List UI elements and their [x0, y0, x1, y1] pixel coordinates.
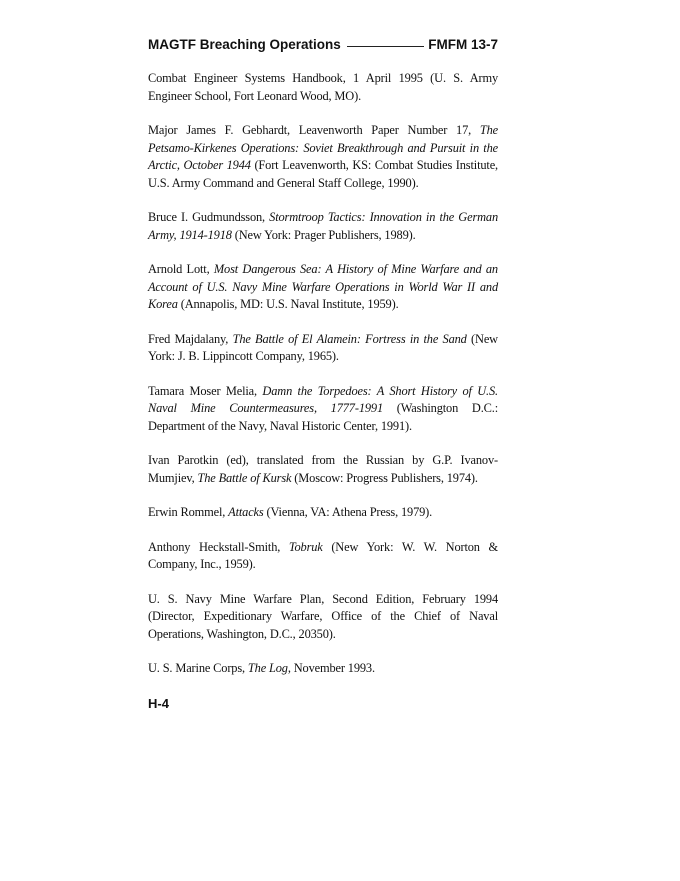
- bibliography-entry: [148, 209, 498, 244]
- entry-text: (New York: Prager Publishers, 1989).: [231, 227, 416, 242]
- bibliography-entry: [148, 122, 498, 192]
- bibliography-entry: [148, 383, 498, 436]
- entry-text: Ivan Parotkin (ed), translated from the Russian by G.P. Ivanov-Mumjiev,: [148, 453, 498, 485]
- entry-title: Most Dangerous Sea: A History of Mine Warfare and an Account of U.S. Navy Mine Warfare Operations in World War II and Korea: [148, 262, 498, 311]
- bibliography-entry: [148, 452, 498, 487]
- entry-text: Anthony Heckstall-Smith,: [148, 539, 289, 554]
- bibliography-entry: [148, 70, 498, 105]
- entry-text: Bruce I. Gudmundsson,: [148, 210, 270, 224]
- bibliography-entry: [148, 660, 498, 678]
- header-document-id: FMFM 13-7: [428, 37, 498, 52]
- entry-title: Tobruk: [288, 539, 323, 554]
- entry-text: U. S. Navy Mine Warfare Plan, Second Edition, February 1994 (Director, Expeditionary Warfare, Office of the Chief of Naval Operations, Washington, D.C., 20350).: [148, 591, 498, 641]
- entry-title: Stormtroop Tactics: Innovation in the German Army, 1914-1918: [148, 210, 499, 242]
- entry-text: (Annapolis, MD: U.S. Naval Institute, 1959).: [177, 297, 399, 311]
- bibliography-entry: [148, 591, 498, 644]
- bibliography-entry: [148, 261, 498, 314]
- entry-title: Damn the Torpedoes: A Short History of U.S. Naval Mine Countermeasures, 1777-1991: [148, 383, 498, 415]
- header-rule: [347, 46, 424, 47]
- bibliography-entry: [148, 504, 498, 522]
- entry-text: (New York: J. B. Lippincott Company, 1965).: [148, 331, 498, 363]
- page-number: H-4: [148, 695, 169, 711]
- entry-text: Tamara Moser Melia,: [148, 383, 263, 398]
- document-page: [148, 36, 498, 713]
- bibliography-entry: [148, 539, 498, 574]
- entry-text: Combat Engineer Systems Handbook, 1 April 1995 (U. S. Army Engineer School, Fort Leonard Wood, MO).: [148, 71, 498, 103]
- entry-title: Attacks: [228, 505, 264, 519]
- entry-text: Fred Majdalany,: [148, 331, 233, 346]
- running-header: [148, 36, 498, 54]
- entry-text: Erwin Rommel,: [148, 505, 229, 519]
- entry-title: The Petsamo-Kirkenes Operations: Soviet Breakthrough and Pursuit in the Arctic, October 1944: [148, 123, 498, 172]
- entry-text: U. S. Marine Corps,: [148, 661, 248, 675]
- entry-text: (Washington D.C.: Department of the Navy, Naval Historic Center, 1991).: [148, 401, 498, 433]
- entry-title: The Log: [247, 661, 288, 675]
- entry-text: (Moscow: Progress Publishers, 1974).: [291, 470, 478, 485]
- entry-text: Major James F. Gebhardt, Leavenworth Paper Number 17,: [148, 123, 480, 137]
- header-title: MAGTF Breaching Operations: [148, 37, 341, 52]
- entry-text: (Vienna, VA: Athena Press, 1979).: [263, 505, 433, 519]
- entry-text: , November 1993.: [287, 661, 375, 675]
- entry-title: The Battle of El Alamein: Fortress in the Sand: [232, 331, 467, 346]
- bibliography-list: [148, 70, 498, 678]
- bibliography-entry: [148, 331, 498, 366]
- entry-text: (New York: W. W. Norton & Company, Inc., 1959).: [148, 539, 499, 571]
- entry-text: (Fort Leavenworth, KS: Combat Studies Institute, U.S. Army Command and General Staff College, 1990).: [148, 158, 498, 190]
- entry-text: Arnold Lott,: [148, 262, 214, 276]
- entry-title: The Battle of Kursk: [197, 470, 292, 485]
